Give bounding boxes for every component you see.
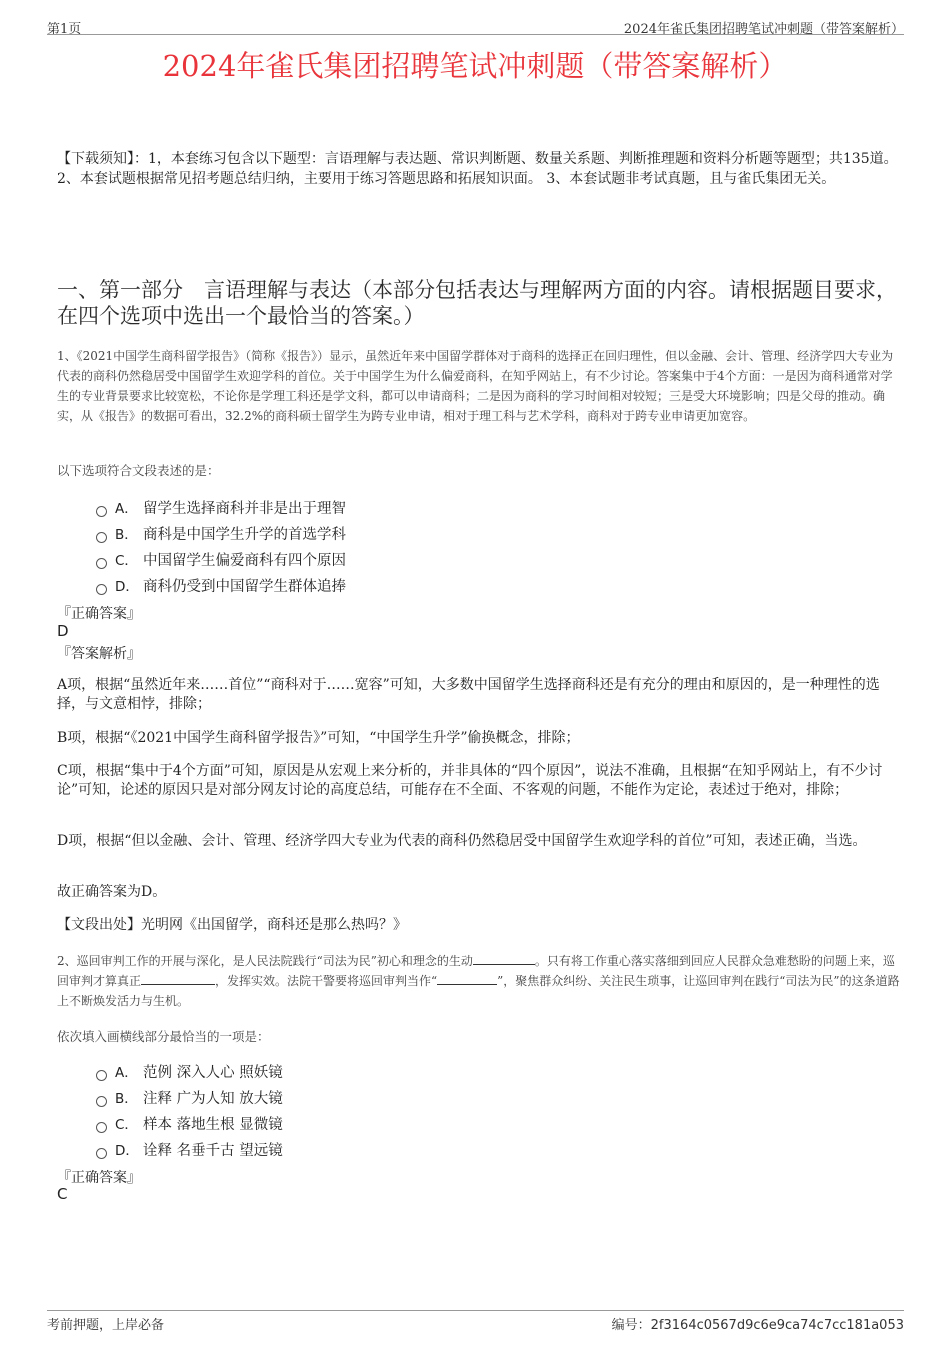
- question-1-answer: D: [57, 622, 69, 640]
- page-title: 2024年雀氏集团招聘笔试冲刺题（带答案解析）: [162, 49, 788, 83]
- question-1-option-c[interactable]: C． 中国留学生偏爱商科有四个原因: [96, 549, 346, 571]
- question-1-option-b[interactable]: B． 商科是中国学生升学的首选学科: [96, 523, 346, 545]
- question-1-analysis-d: D项，根据“但以金融、会计、管理、经济学四大专业为代表的商科仍然稳居受中国留学生欢迎学科的首位”可知，表述正确，当选。: [57, 833, 867, 849]
- fill-blank-2[interactable]: [141, 972, 215, 985]
- radio-icon[interactable]: [96, 558, 107, 569]
- question-2-option-a[interactable]: A． 范例 深入人心 照妖镜: [96, 1061, 283, 1083]
- question-2-option-d[interactable]: D． 诠释 名垂千古 望远镜: [96, 1139, 283, 1161]
- question-2-option-c[interactable]: C． 样本 落地生根 显微镜: [96, 1113, 283, 1135]
- question-1-option-d[interactable]: D． 商科仍受到中国留学生群体追捧: [96, 575, 346, 597]
- question-2-prompt: 依次填入画横线部分最恰当的一项是：: [57, 1029, 270, 1044]
- question-2-answer-label: 『正确答案』: [57, 1170, 141, 1186]
- question-1-option-a[interactable]: A． 留学生选择商科并非是出于理智: [96, 497, 346, 519]
- question-2-option-b[interactable]: B． 注释 广为人知 放大镜: [96, 1087, 283, 1109]
- question-1-analysis-label: 『答案解析』: [57, 646, 141, 662]
- question-1-analysis-c: C项，根据“集中于4个方面”可知，原因是从宏观上来分析的，并非具体的“四个原因”，说法不准确，且根据“在知乎网站上，有不少讨论”可知，论述的原因只是对部分网友讨论的高度总结，可能存在不全面、不客观的问题，不能作为定论，表述过于绝对，排除；: [57, 763, 883, 798]
- question-1-stem: 1、《2021中国学生商科留学报告》（简称《报告》）显示，虽然近年来中国留学群体对于商科的选择正在回归理性，但以金融、会计、管理、经济学四大专业为代表的商科仍然稳居受中国留学生欢迎学科的首位。关于中国学生为什么偏爱商科，在知乎网站上，有不少讨论。答案集中于4个方面：一是因为商科通常对学生的专业背景要求比较宽松，不论你是学理工科还是学文科，都可以申请商科；二是因为商科的学习时间相对较短；三是受大环境影响；四是父母的推动。确实，从《报告》的数据可看出，32.2%的商科硕士留学生为跨专业申请，相对于理工科与艺术学科，商科对于跨专业申请更加宽容。: [57, 349, 894, 423]
- page-number: 第1页: [47, 22, 82, 37]
- radio-icon[interactable]: [96, 584, 107, 595]
- question-2-stem: 2、巡回审判工作的开展与深化，是人民法院践行“司法为民”初心和理念的生动 。只有将工作重心落实落细到回应人民群众急难愁盼的问题上来，巡回审判才算真正 ，发挥实效。法院干警要将巡回审判当作“ ”，聚焦群众纠纷、关注民生琐事，让巡回审判在践行“司法为民”的这条道路上不断焕发活力与生机。: [57, 954, 900, 1008]
- fill-blank-3[interactable]: [437, 972, 497, 985]
- download-notice: 【下载须知】：1，本套练习包含以下题型：言语理解与表达题、常识判断题、数量关系题、判断推理题和资料分析题等题型；共135道。 2、本套试题根据常见招考题总结归纳，主要用于练习答题思路和拓展知识面。 3、本套试题非考试真题，且与雀氏集团无关。: [57, 151, 898, 187]
- radio-icon[interactable]: [96, 1096, 107, 1107]
- fill-blank-1[interactable]: [473, 952, 535, 965]
- section-heading: 一、第一部分 言语理解与表达（本部分包括表达与理解两方面的内容。请根据题目要求，在四个选项中选出一个最恰当的答案。）: [57, 278, 897, 328]
- radio-icon[interactable]: [96, 506, 107, 517]
- radio-icon[interactable]: [96, 1122, 107, 1133]
- question-1-analysis-b: B项，根据“《2021中国学生商科留学报告》”可知，“中国学生升学”偷换概念，排除；: [57, 730, 580, 746]
- question-1-prompt: 以下选项符合文段表述的是：: [57, 463, 220, 478]
- radio-icon[interactable]: [96, 1070, 107, 1081]
- question-1-conclusion: 故正确答案为D。: [57, 884, 167, 900]
- header-divider: [47, 34, 904, 35]
- question-1-answer-label: 『正确答案』: [57, 606, 141, 622]
- question-2-answer: C: [57, 1185, 68, 1203]
- footer-divider: [47, 1310, 904, 1311]
- header-doc-title: 2024年雀氏集团招聘笔试冲刺题（带答案解析）: [623, 22, 904, 37]
- question-1-analysis-a: A项，根据“虽然近年来……首位”“商科对于……宽容”可知，大多数中国留学生选择商科还是有充分的理由和原因的，是一种理性的选择，与文意相悖，排除；: [57, 677, 880, 712]
- footer-slogan: 考前押题，上岸必备: [47, 1318, 165, 1333]
- question-1-source: 【文段出处】光明网《出国留学，商科还是那么热吗？》: [57, 917, 407, 933]
- radio-icon[interactable]: [96, 1148, 107, 1159]
- footer-code: 编号：2f3164c0567d9c6e9ca74c7cc181a053: [611, 1318, 904, 1333]
- radio-icon[interactable]: [96, 532, 107, 543]
